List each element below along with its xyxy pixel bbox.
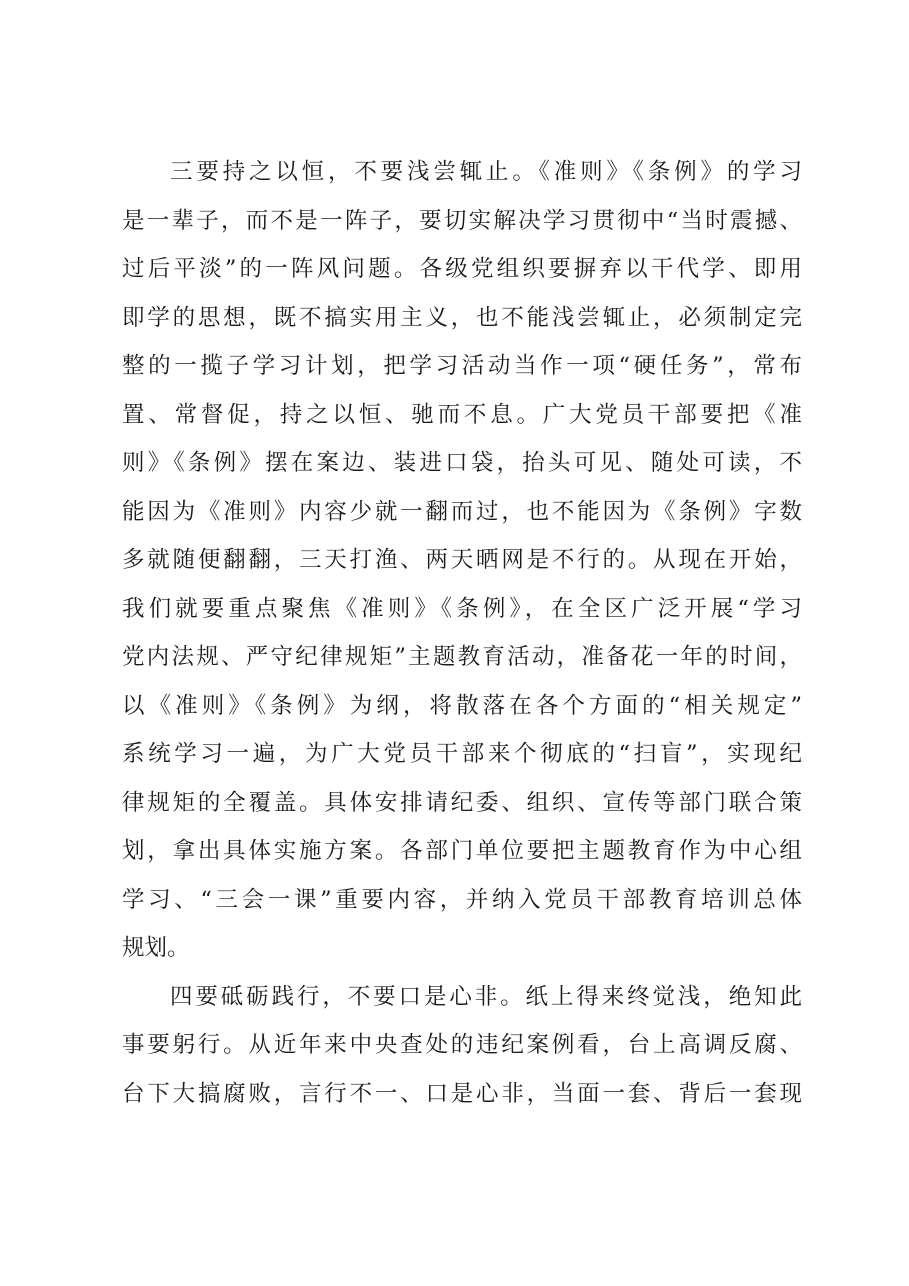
paragraph-2-line-1: 四要砥砺践行，不要口是心非。纸上得来终觉浅，绝知此 <box>170 983 802 1010</box>
paragraph-1-line-5: 整的一揽子学习计划，把学习活动当作一项“硬任务”，常布 <box>122 353 802 379</box>
paragraph-1-line-15: 划，拿出具体实施方案。各部门单位要把主题教育作为中心组 <box>122 838 802 864</box>
paragraph-1-line-3: 过后平淡”的一阵风问题。各级党组织要摒弃以干代学、即用 <box>122 256 802 282</box>
paragraph-1-line-4: 即学的思想，既不搞实用主义，也不能浅尝辄止，必须制定完 <box>122 304 802 331</box>
paragraph-1-line-1: 三要持之以恒，不要浅尝辄止。《准则》《条例》的学习 <box>170 159 802 185</box>
paragraph-1-line-9: 多就随便翻翻，三天打渔、两天晒网是不行的。从现在开始， <box>122 547 802 573</box>
paragraph-1-line-13: 系统学习一遍，为广大党员干部来个彻底的“扫盲”，实现纪 <box>122 741 802 767</box>
paragraph-1-line-7: 则》《条例》摆在案边、装进口袋，抬头可见、随处可读，不 <box>122 450 802 476</box>
paragraph-1-line-8: 能因为《准则》内容少就一翻而过，也不能因为《条例》字数 <box>122 498 802 525</box>
paragraph-2-line-3: 台下大搞腐败，言行不一、口是心非，当面一套、背后一套现 <box>122 1080 802 1107</box>
paragraph-1-line-17: 规划。 <box>122 935 190 961</box>
paragraph-1-line-2: 是一辈子，而不是一阵子，要切实解决学习贯彻中“当时震撼、 <box>122 207 802 234</box>
paragraph-1-line-16: 学习、“三会一课”重要内容，并纳入党员干部教育培训总体 <box>122 886 802 913</box>
paragraph-1-line-10: 我们就要重点聚焦《准则》《条例》，在全区广泛开展“学习 <box>122 595 802 622</box>
paragraph-1-line-6: 置、常督促，持之以恒、驰而不息。广大党员干部要把《准 <box>122 401 802 428</box>
paragraph-1-line-12: 以《准则》《条例》为纲，将散落在各个方面的“相关规定” <box>122 692 802 719</box>
paragraph-1-line-11: 党内法规、严守纪律规矩”主题教育活动，准备花一年的时间， <box>122 644 802 670</box>
paragraph-1-line-14: 律规矩的全覆盖。具体安排请纪委、组织、宣传等部门联合策 <box>122 789 802 816</box>
paragraph-2-line-2: 事要躬行。从近年来中央查处的违纪案例看，台上高调反腐、 <box>122 1032 802 1058</box>
